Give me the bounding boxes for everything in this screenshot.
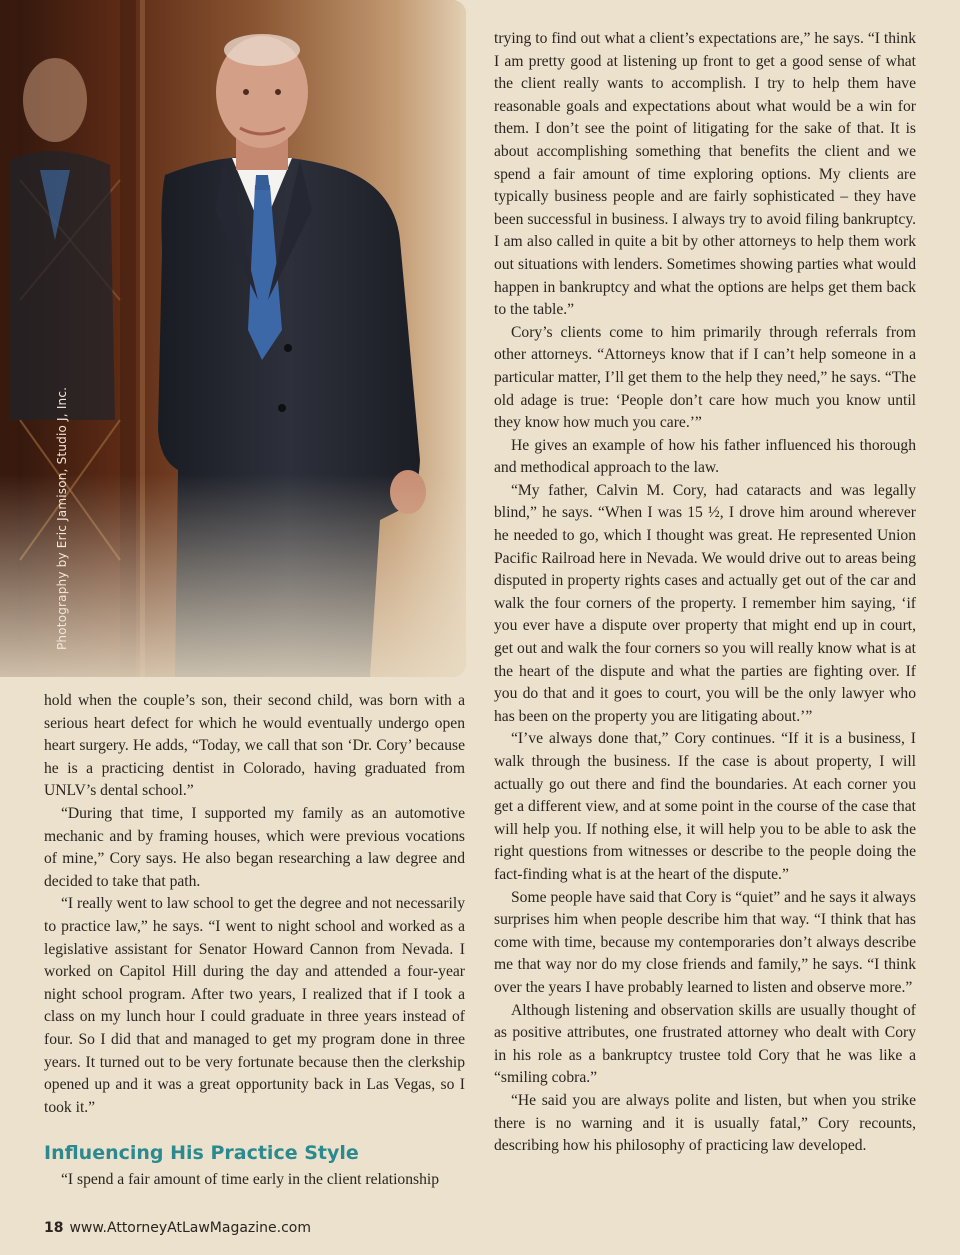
website-link[interactable]: www.AttorneyAtLawMagazine.com <box>69 1220 312 1236</box>
section-subheading: Influencing His Practice Style <box>44 1142 359 1165</box>
paragraph: trying to find out what a client’s expectations are,” he says. “I think I am pretty good at listening up front to get a good sense of what the client really wants to accomplish. I try to help them have reasonable goals and expectations about what would be a win for them. I don’t see the point of litigating for the sake of that. It is about accomplishing something that benefits the client and we spend a fair amount of time exploring options. My clients are typically business people and are fairly sophisticated – they have been successful in business. I always try to avoid filing bankruptcy. I am also called in quite a bit by other attorneys to help them work out situations with lenders. Sometimes showing parties what would happen in bankruptcy and what the options are helps get them back to the table.” <box>494 30 916 319</box>
paragraph: “My father, Calvin M. Cory, had cataracts and was legally blind,” he says. “When I was 15 ½, I drove him around wherever he needed to go, which I thought was great. He represented Union Pacific Railroad here in Nevada. We would drive out to areas being disputed in property rights cases and actually get out of the car and walk the four corners of the property. I remember him saying, ‘if you ever have a dispute over property that might end up in court, get out and walk the four corners so you will really know what is at the heart of the dispute and what the parties are fighting over. If you do that and it goes to court, you will be the only lawyer who has been on the property you are litigating about.’” <box>494 481 916 725</box>
paragraph: Although listening and observation skills are usually thought of as positive attributes, one frustrated attorney who dealt with Cory in his role as a bankruptcy trustee told Cory that he was like a “smiling cobra.” <box>494 1001 916 1087</box>
portrait-illustration <box>0 0 466 677</box>
paragraph: “I spend a fair amount of time early in the client relationship <box>61 1171 440 1189</box>
paragraph: hold when the couple’s son, their second child, was born with a serious heart defect for which he would eventually undergo open heart surgery. He adds, “Today, we call that son ‘Dr. Cory’ because he is a practicing dentist in Colorado, having graduated from UNLV’s dental school.” <box>44 692 465 800</box>
right-column <box>494 28 916 1158</box>
photo-credit: Photography by Eric Jamison, Studio J, Inc. <box>55 386 69 650</box>
page-number: 18 <box>44 1220 64 1236</box>
paragraph: “I really went to law school to get the degree and not necessarily to practice law,” he says. “I went to night school and worked as a legislative assistant for Senator Howard Cannon from Nevada. I worked on Capitol Hill during the day and attended a four-year night school program. After two years, I realized that if I took a class on my lunch hour I could graduate in three years instead of four. So I did that and managed to get my program done in three years. It turned out to be very fortunate because then the clerkship opened up and it was a great opportunity back in Las Vegas, so I took it.” <box>44 895 465 1116</box>
page-footer <box>44 1220 311 1236</box>
paragraph: Some people have said that Cory is “quiet” and he says it always surprises him when people describe him that way. “I think that has come with time, because my contemporaries don’t always describe me that way nor do my close friends and family,” he says. “I think over the years I have probably learned to listen and observe more.” <box>494 888 916 996</box>
paragraph: “During that time, I supported my family as an automotive mechanic and by framing houses, which were previous vocations of mine,” Cory says. He also began researching a law degree and decided to take that path. <box>44 804 465 890</box>
paragraph: Cory’s clients come to him primarily through referrals from other attorneys. “Attorneys know that if I can’t help someone in a particular matter, I’ll get them to the help they need,” he says. “The old adage is true: ‘People don’t care how much you know until they know how much you care.’” <box>494 323 916 432</box>
paragraph: “I’ve always done that,” Cory continues. “If it is a business, I walk through the business. If the case is about property, I will actually go out there and find the boundaries. At each corner you get a different view, and at some point in the course of the case that will help you. If nothing else, it will help you to be able to ask the right questions from witnesses or describe to the people doing the fact-finding what is at the heart of the dispute.” <box>494 730 916 883</box>
paragraph: He gives an example of how his father influenced his thorough and methodical approach to the law. <box>494 436 916 477</box>
paragraph: “He said you are always polite and listen, but when you strike there is no warning and it is usually fatal,” Cory recounts, describing how his philosophy of practicing law developed. <box>494 1091 916 1155</box>
left-column <box>44 690 465 1192</box>
portrait-photo <box>0 0 466 677</box>
